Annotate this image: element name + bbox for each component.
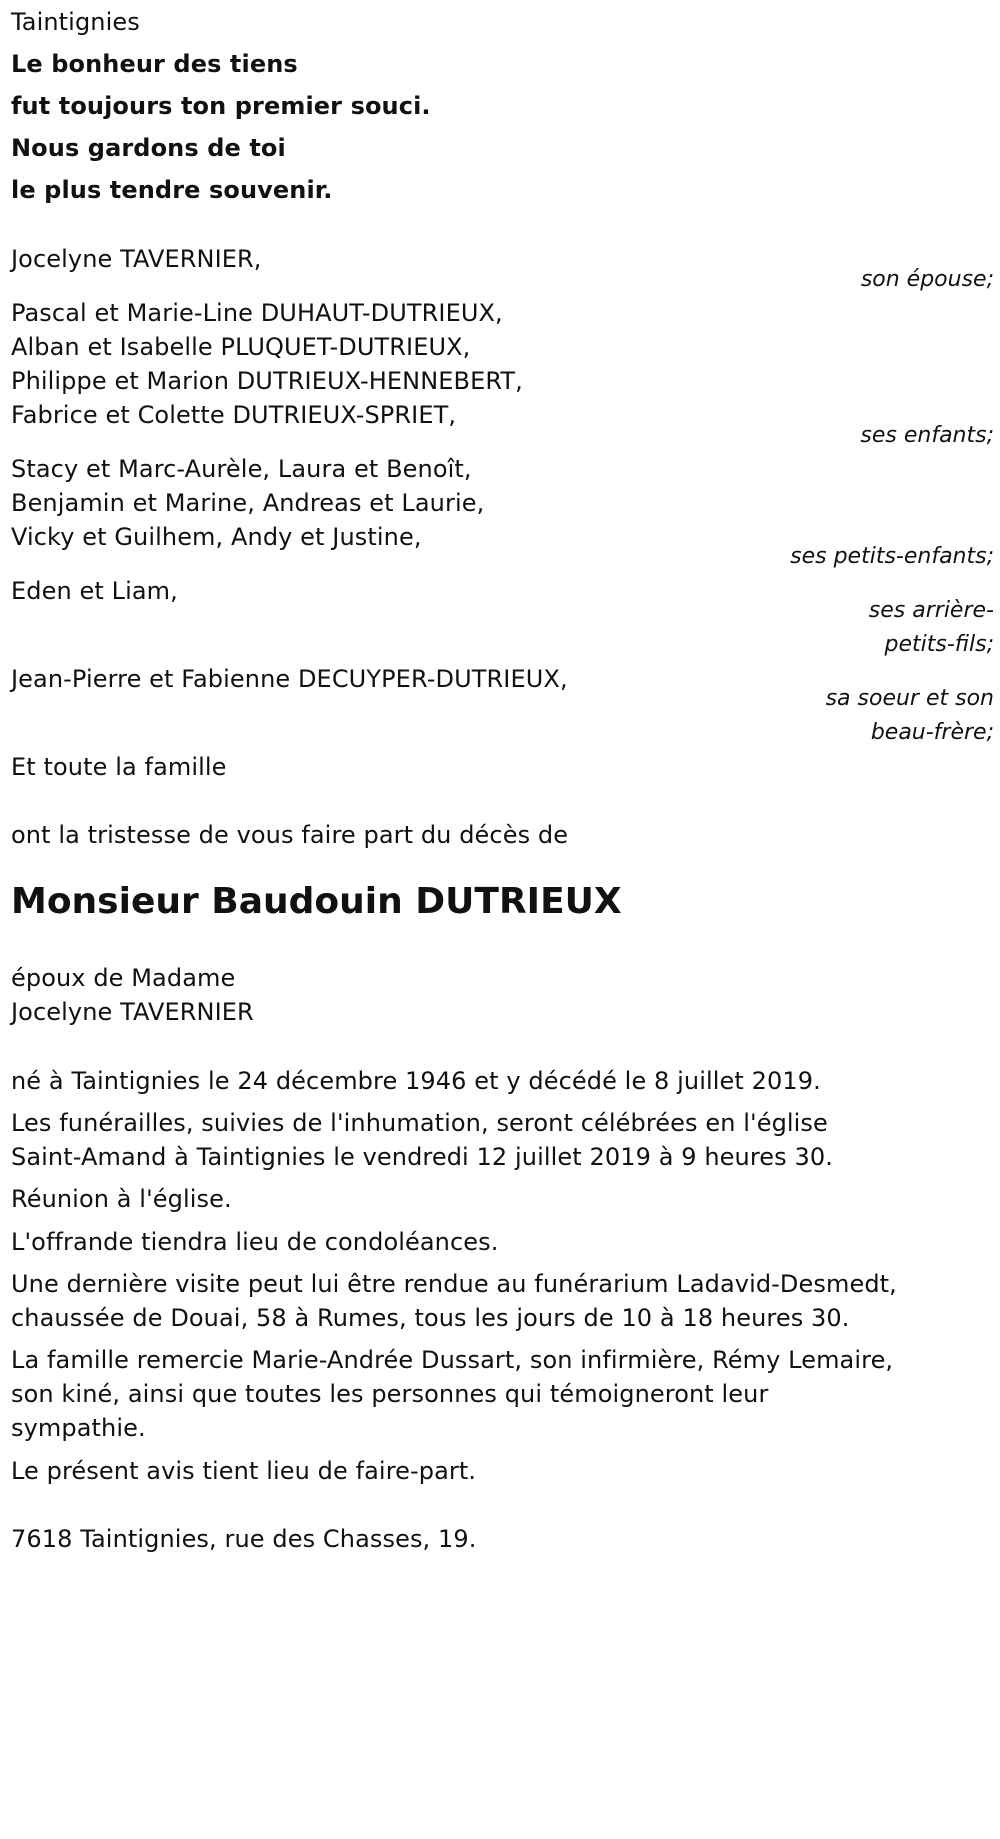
great-grandchildren-names: Eden et Liam, <box>11 577 178 605</box>
funeral-line-2: Saint-Amand à Taintignies le vendredi 12 juillet 2019 à 9 heures 30. <box>11 1143 833 1171</box>
sibling-relation-1: sa soeur et son <box>825 686 994 711</box>
poem-line-1: Le bonheur des tiens <box>11 50 298 78</box>
birth-death-text: né à Taintignies le 24 décembre 1946 et y décédé le 8 juillet 2019. <box>11 1067 821 1095</box>
funeral-line-1: Les funérailles, suivies de l'inhumation, seront célébrées en l'église <box>11 1109 828 1137</box>
poem-line-2: fut toujours ton premier souci. <box>11 92 431 120</box>
child-line-3: Philippe et Marion DUTRIEUX-HENNEBERT, <box>11 367 523 395</box>
grandchild-line-1: Stacy et Marc-Aurèle, Laura et Benoît, <box>11 455 472 483</box>
sibling-name: Jean-Pierre et Fabienne DECUYPER-DUTRIEUX, <box>11 665 568 693</box>
children-relation: ses enfants; <box>860 423 994 448</box>
meeting-text: Réunion à l'église. <box>11 1185 232 1213</box>
grandchildren-relation: ses petits-enfants; <box>790 544 994 569</box>
grandchild-line-2: Benjamin et Marine, Andreas et Laurie, <box>11 489 485 517</box>
thanks-line-2: son kiné, ainsi que toutes les personnes qui témoigneront leur <box>11 1380 769 1408</box>
location-header: Taintignies <box>11 8 140 36</box>
great-grandchildren-relation-2: petits-fils; <box>884 632 994 657</box>
deceased-name: Monsieur Baudouin DUTRIEUX <box>11 881 622 922</box>
child-line-4: Fabrice et Colette DUTRIEUX-SPRIET, <box>11 401 457 429</box>
poem-line-4: le plus tendre souvenir. <box>11 176 333 204</box>
grandchild-line-3: Vicky et Guilhem, Andy et Justine, <box>11 523 422 551</box>
sibling-relation-2: beau-frère; <box>870 720 994 745</box>
notice-text: Le présent avis tient lieu de faire-part. <box>11 1457 477 1485</box>
offering-text: L'offrande tiendra lieu de condoléances. <box>11 1228 499 1256</box>
address-text: 7618 Taintignies, rue des Chasses, 19. <box>11 1525 477 1553</box>
child-line-2: Alban et Isabelle PLUQUET-DUTRIEUX, <box>11 333 471 361</box>
visit-line-2: chaussée de Douai, 58 à Rumes, tous les jours de 10 à 18 heures 30. <box>11 1304 850 1332</box>
visit-line-1: Une dernière visite peut lui être rendue au funérarium Ladavid-Desmedt, <box>11 1270 897 1298</box>
announcement-text: ont la tristesse de vous faire part du décès de <box>11 821 569 849</box>
spouse-relation: son épouse; <box>860 267 994 292</box>
thanks-line-1: La famille remercie Marie-Andrée Dussart, son infirmière, Rémy Lemaire, <box>11 1346 894 1374</box>
great-grandchildren-relation-1: ses arrière- <box>868 598 994 623</box>
spouse-of-line-1: époux de Madame <box>11 964 236 992</box>
spouse-of-line-2: Jocelyne TAVERNIER <box>11 998 254 1026</box>
child-line-1: Pascal et Marie-Line DUHAUT-DUTRIEUX, <box>11 299 503 327</box>
all-family: Et toute la famille <box>11 753 227 781</box>
poem-line-3: Nous gardons de toi <box>11 134 286 162</box>
thanks-line-3: sympathie. <box>11 1414 146 1442</box>
spouse-name: Jocelyne TAVERNIER, <box>11 245 262 273</box>
